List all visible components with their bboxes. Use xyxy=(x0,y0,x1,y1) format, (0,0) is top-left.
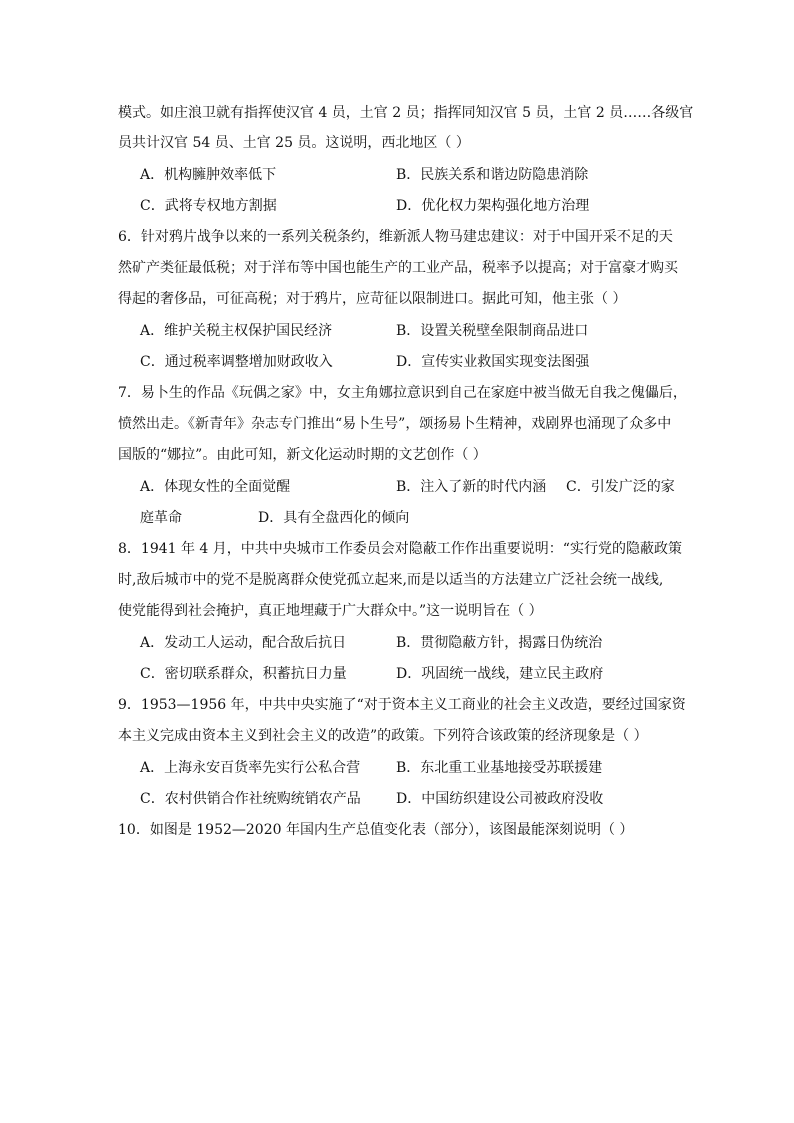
question-6-option-d: D．宣传实业救国实现变法图强 xyxy=(396,354,590,370)
question-9-text-line-1: 9．1953—1956 年，中共中央实施了“对于资本主义工商业的社会主义改造，要经过国家资 xyxy=(118,697,686,713)
question-5-option-b: B．民族关系和谐边防隐患消除 xyxy=(396,167,589,183)
question-7-option-d: D．具有全盘西化的倾向 xyxy=(258,510,410,526)
question-7-text-line-3: 国版的“娜拉”。由此可知，新文化运动时期的文艺创作（ ） xyxy=(118,447,487,463)
question-8-text-line-3: 使党能得到社会掩护，真正地埋藏于广大群众中。”这一说明旨在（ ） xyxy=(118,603,543,619)
question-8-option-d: D．巩固统一战线，建立民主政府 xyxy=(396,666,604,682)
question-8-option-a: A．发动工人运动，配合敌后抗日 xyxy=(140,635,347,651)
question-9-text-line-2: 本主义完成由资本主义到社会主义的改造”的政策。下列符合该政策的经济现象是（ ） xyxy=(118,728,648,744)
question-7-text-line-2: 愤然出走。《新青年》杂志专门推出“易卜生号”，颂扬易卜生精神，戏剧界也涌现了众多中 xyxy=(118,416,672,432)
question-6-option-a: A．维护关税主权保护国民经济 xyxy=(140,323,333,339)
question-9-option-b: B．东北重工业基地接受苏联援建 xyxy=(396,760,603,776)
question-7-text-line-1: 7．易卜生的作品《玩偶之家》中，女主角娜拉意识到自己在家庭中被当做无自我之傀儡后， xyxy=(118,385,687,401)
question-7-option-c: C．引发广泛的家 xyxy=(566,479,675,495)
question-10-text-line-1: 10．如图是 1952—2020 年国内生产总值变化表（部分），该图最能深刻说明（ ） xyxy=(118,822,634,838)
question-6-text-line-2: 然矿产类征最低税；对于洋布等中国也能生产的工业产品，税率予以提高；对于富豪才购买 xyxy=(118,260,678,276)
question-9-option-a: A．上海永安百货率先实行公私合营 xyxy=(140,760,361,776)
question-6-text-line-3: 得起的奢侈品，可征高税；对于鸦片，应苛征以限制进口。据此可知，他主张（ ） xyxy=(118,291,627,307)
question-5-option-d: D．优化权力架构强化地方治理 xyxy=(396,198,590,214)
question-6-text-line-1: 6．针对鸦片战争以来的一系列关税条约，维新派人物马建忠建议：对于中国开采不足的天 xyxy=(118,229,673,245)
question-6-option-b: B．设置关税壁垒限制商品进口 xyxy=(396,323,589,339)
question-5-option-a: A．机构臃肿效率低下 xyxy=(140,167,277,183)
question-7-option-b: B．注入了新的时代内涵 xyxy=(396,479,547,495)
question-8-option-c: C．密切联系群众，积蓄抗日力量 xyxy=(140,666,347,682)
question-6-option-c: C．通过税率调整增加财政收入 xyxy=(140,354,333,370)
question-9-option-c: C．农村供销合作社统购统销农产品 xyxy=(140,791,361,807)
question-7-option-a: A．体现女性的全面觉醒 xyxy=(140,479,291,495)
question-7-option-c-continued: 庭革命 xyxy=(140,510,182,526)
question-5-text-line-1: 模式。如庄浪卫就有指挥使汉官 4 员，土官 2 员；指挥同知汉官 5 员，土官 2 员……各级官 xyxy=(118,105,694,121)
question-5-option-c: C．武将专权地方割据 xyxy=(140,198,277,214)
question-8-text-line-2: 时,敌后城市中的党不是脱离群众使党孤立起来,而是以适当的方法建立广泛社会统一战线, xyxy=(118,572,664,588)
question-9-option-d: D．中国纺织建设公司被政府没收 xyxy=(396,791,604,807)
question-8-text-line-1: 8．1941 年 4 月，中共中央城市工作委员会对隐蔽工作作出重要说明：“实行党的隐蔽政策 xyxy=(118,541,682,557)
question-8-option-b: B．贯彻隐蔽方针，揭露日伪统治 xyxy=(396,635,603,651)
question-5-text-line-2: 员共计汉官 54 员、土官 25 员。这说明，西北地区（ ） xyxy=(118,135,470,151)
